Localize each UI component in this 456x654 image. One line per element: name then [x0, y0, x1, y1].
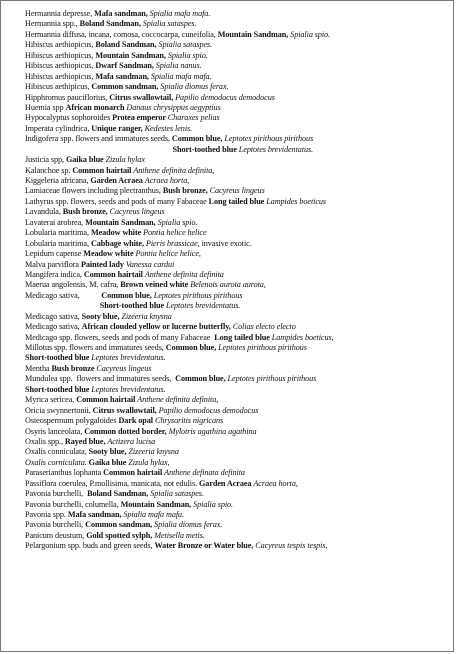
- text-run: Spialia mafa mafa.: [149, 9, 211, 18]
- text-run: Anthene definita definita: [144, 269, 224, 279]
- text-run: Boland Sandman,: [87, 489, 151, 499]
- text-run: Protea emperor: [112, 113, 168, 123]
- text-run: Chrysoritis nigricans: [154, 416, 224, 426]
- text-run: Hermannia depresse,: [25, 9, 95, 18]
- text-run: Bush bronze,: [62, 207, 110, 217]
- text-run: Painted lady: [80, 259, 126, 269]
- text-run: Medicago sativa,: [25, 322, 82, 332]
- text-run: Lathyrus spp. flowers, seeds and pods of many Fabaceae: [25, 196, 209, 206]
- text-run: Pavonia burchelli,: [25, 520, 86, 530]
- text-line: [25, 291, 453, 301]
- text-run: Spialia spio.: [167, 50, 208, 60]
- text-run: Belenois aurota aurota,: [190, 280, 266, 290]
- text-run: Spialia mafa mafa.: [123, 510, 185, 519]
- text-run: Oxalis corniculata.: [25, 457, 89, 467]
- text-run: Colias electo electo: [232, 322, 296, 332]
- text-run: Citrus swallowtail,: [109, 92, 176, 102]
- text-run: Hypocalyptus sophoroides: [25, 113, 113, 123]
- text-run: Lavaterai arobrea,: [25, 217, 86, 227]
- text-run: Hipphromus pauciflorius,: [25, 92, 110, 102]
- text-line: [25, 447, 453, 457]
- text-run: Leptotes pirithous pirithous: [153, 290, 243, 300]
- text-run: Mafa sandman,: [94, 9, 150, 18]
- text-run: Papilio demodocus demodocus: [175, 92, 275, 102]
- text-run: Meadow white: [83, 249, 136, 259]
- text-run: Cabbage white,: [90, 238, 146, 248]
- text-run: Anthene definita definita,: [133, 165, 215, 175]
- text-run: African clouded yellow or lucerne butterfly,: [81, 322, 233, 332]
- text-run: Sooty blue,: [88, 447, 129, 457]
- text-line: [25, 541, 453, 551]
- text-run: Hermannia diffusa, incana, comosa, coccocarpa, cuneifolia,: [25, 29, 218, 39]
- text-line: [25, 406, 453, 416]
- text-run: Oxalis spp.,: [25, 436, 65, 446]
- text-run: Dark opal: [118, 416, 155, 426]
- text-run: Vanessa cardui: [125, 259, 175, 269]
- text-run: Rayed blue,: [64, 436, 108, 446]
- text-run: Mountain Sandman,: [85, 217, 158, 227]
- text-run: Spialia sataspes.: [142, 19, 197, 29]
- text-line: [25, 197, 453, 207]
- text-line: [25, 374, 453, 384]
- text-line: [25, 260, 453, 270]
- text-line: [25, 489, 453, 499]
- text-run: Imperata cylindrica,: [25, 123, 92, 133]
- text-run: Long tailed blue: [208, 196, 267, 206]
- text-run: Metisella metis.: [154, 530, 205, 540]
- text-line: [25, 134, 453, 144]
- text-line: [25, 280, 453, 290]
- text-line: [25, 416, 453, 426]
- text-run: Citrus swallowtail,: [92, 405, 159, 415]
- text-run: Pavonia spp.: [25, 510, 68, 519]
- text-line: [25, 437, 453, 447]
- text-run: Mentha: [25, 363, 52, 373]
- text-run: Dwarf Sandman,: [95, 61, 156, 71]
- text-run: Acraea horta,: [253, 478, 298, 488]
- text-run: Cacyreus lingeus: [109, 207, 165, 217]
- text-run: Common sandman,: [85, 520, 155, 530]
- text-run: Lavandula,: [25, 207, 63, 217]
- text-run: Leptotes brevidentatus.: [91, 353, 166, 363]
- text-run: Zizula hylax: [105, 155, 145, 165]
- text-line: [25, 333, 453, 343]
- text-line: [25, 93, 453, 103]
- text-line: [25, 385, 453, 395]
- text-line: [25, 468, 453, 478]
- text-run: Common hairtail: [103, 468, 165, 478]
- text-run: Kalanchoe sp.: [25, 165, 73, 175]
- text-run: Spialia mafa mafa.: [150, 71, 212, 81]
- text-run: Leptotes brevidentatus.: [91, 384, 166, 394]
- text-run: Justicia spp,: [25, 155, 66, 165]
- text-run: Actizera lucisa: [107, 436, 156, 446]
- text-line: [25, 270, 453, 280]
- text-line: [25, 186, 453, 196]
- text-line: [25, 364, 453, 374]
- text-run: Mountain Sandman,: [120, 499, 194, 509]
- text-run: [25, 145, 173, 154]
- text-run: Myrica sericea,: [25, 395, 77, 405]
- text-run: Pavonia burchelli,: [25, 489, 88, 499]
- text-line: [25, 500, 453, 510]
- text-line: [25, 479, 453, 489]
- text-run: Millotus spp. flowers and immatures seeds,: [25, 343, 166, 352]
- text-run: Sooty blue,: [81, 311, 122, 321]
- text-run: Mundulea spp. flowers and immatures seeds,: [25, 374, 176, 384]
- text-run: Paraserianthus lophanta: [25, 468, 104, 478]
- text-run: Short-toothed blue: [172, 144, 239, 154]
- text-run: Gaika blue: [65, 155, 106, 165]
- text-run: Lobularia maritima,: [25, 238, 91, 248]
- text-run: Common blue,: [175, 374, 228, 384]
- text-run: Hibiscus aethipicus,: [25, 82, 92, 92]
- text-line: [25, 113, 453, 123]
- text-run: Spialia spio.: [290, 29, 331, 39]
- text-run: Gaika blue: [88, 457, 129, 467]
- text-run: Huemia spp: [25, 102, 66, 112]
- text-line: [25, 9, 453, 19]
- text-run: Spialia sataspes.: [158, 40, 213, 50]
- text-run: Gold spotted sylph,: [86, 530, 155, 540]
- text-run: Common sandman,: [91, 82, 161, 92]
- text-run: Lamiaceae flowers including plectranthus,: [25, 186, 163, 196]
- text-line: [25, 176, 453, 186]
- text-line: [25, 239, 453, 249]
- text-line: [25, 103, 453, 113]
- text-run: Medicago sativa,: [25, 311, 82, 321]
- text-run: Common hairtail: [72, 165, 134, 175]
- text-run: Pieris brassicae,: [145, 238, 200, 248]
- text-run: Oxalis conniculata,: [25, 447, 89, 457]
- text-run: Kiggeleria africana,: [25, 176, 91, 185]
- text-run: Mangifera indica,: [25, 269, 84, 279]
- text-line: [25, 40, 453, 50]
- text-run: Water Bronze or Water blue,: [154, 541, 256, 551]
- text-run: Spialia diomus ferax.: [160, 82, 229, 92]
- text-run: Mylotris agathina agathina: [168, 426, 257, 436]
- text-line: [25, 353, 453, 363]
- text-run: Lepidum capense: [25, 249, 84, 259]
- text-line: [25, 228, 453, 238]
- text-run: Oricia swynnertonii,: [25, 405, 93, 415]
- text-run: Spialia spio.: [157, 217, 198, 227]
- text-line: [25, 427, 453, 437]
- text-run: Hibiscus aethiopicus,: [25, 50, 96, 60]
- text-run: invasive exotic.: [199, 238, 252, 248]
- text-line: [25, 155, 453, 165]
- text-run: Anthene definata definita: [164, 468, 245, 478]
- text-line: [25, 531, 453, 541]
- text-run: Bush bronze,: [162, 186, 210, 196]
- text-line: [25, 61, 453, 71]
- text-run: Common hairtail: [83, 269, 145, 279]
- text-run: Common dotted border,: [84, 426, 169, 436]
- text-line: [25, 207, 453, 217]
- text-run: Osteospermum polygaloides: [25, 416, 119, 426]
- text-run: Mafa sandman,: [95, 71, 151, 81]
- text-run: Medicago sativa,: [25, 290, 102, 300]
- text-run: Maerua angolensis, M. cafra,: [25, 280, 121, 290]
- text-run: Leptotes pirithous pirithous: [218, 343, 307, 352]
- text-run: Pontia helice helice: [143, 228, 207, 238]
- text-run: Mountain Sandman,: [217, 29, 291, 39]
- text-line: [25, 218, 453, 228]
- text-run: Hibiscus aethiopicus,: [25, 61, 96, 71]
- text-run: Zizeeria knysna: [121, 311, 172, 321]
- text-line: [25, 395, 453, 405]
- text-run: Zizula hylax,: [128, 457, 170, 467]
- text-line: [25, 458, 453, 468]
- text-run: Common hairtail: [76, 395, 138, 405]
- text-line: [25, 322, 453, 332]
- text-run: Spialia sataspes.: [150, 489, 204, 499]
- text-run: Unique ranger,: [91, 123, 145, 133]
- text-run: Anthene definita definita,: [137, 395, 219, 405]
- text-run: Hermannia spp.,: [25, 19, 80, 29]
- text-line: [25, 312, 453, 322]
- text-run: Common blue,: [101, 290, 154, 300]
- text-run: Brown veined white: [120, 280, 191, 290]
- text-run: Mafa sandman,: [67, 510, 124, 519]
- text-run: [25, 301, 100, 310]
- text-run: Zizeeria knysna: [128, 447, 179, 457]
- text-line: [25, 166, 453, 176]
- text-line: [25, 51, 453, 61]
- text-run: Mountain Sandman,: [95, 50, 168, 60]
- text-run: Meadow white: [90, 228, 144, 238]
- text-line: [25, 30, 453, 40]
- text-run: Danaus chrysippus aegyptius: [126, 102, 221, 112]
- text-run: Spialia spio.: [193, 499, 234, 509]
- text-run: Papilio demodocus demodocus: [158, 405, 259, 415]
- text-line: [25, 19, 453, 29]
- text-run: Panicum deustum,: [25, 530, 87, 540]
- text-run: Charaxes pelias: [167, 113, 220, 123]
- text-run: Lobularia maritima,: [25, 228, 91, 238]
- text-run: Boland Sandman,: [95, 40, 159, 50]
- text-run: Osyris lanceolata,: [25, 426, 85, 436]
- text-run: Common blue,: [165, 343, 219, 352]
- text-run: Spialia diomus ferax.: [154, 520, 223, 530]
- text-run: Pontia helice helice,: [135, 249, 201, 259]
- text-run: Medicago spp. flowers, seeds and pods of many Fabaceae: [25, 332, 215, 342]
- text-run: Passiflora coerulea, P.mollisima, manicata, not edulis.: [25, 478, 200, 488]
- text-line: [25, 124, 453, 134]
- text-run: Pelargonium spp. buds and green seeds,: [25, 541, 155, 551]
- text-run: Hibiscus aethiopicus,: [25, 71, 96, 81]
- text-line: [25, 82, 453, 92]
- text-run: Bush bronze: [51, 363, 97, 373]
- text-run: Short-toothed blue: [99, 301, 167, 311]
- text-run: Hibiscus aethiopicus,: [25, 40, 96, 50]
- text-run: Common blue,: [171, 134, 225, 144]
- text-run: Lampides boeticus,: [271, 332, 334, 342]
- text-line: [25, 72, 453, 82]
- text-run: Cacyreus lingeus: [96, 363, 152, 373]
- text-line: [25, 249, 453, 259]
- text-line: [25, 510, 453, 520]
- text-run: Kedestes lenis.: [144, 123, 193, 133]
- text-run: Leptotes brevidentatus.: [238, 144, 314, 154]
- text-run: Lampides boeticus: [266, 196, 327, 206]
- text-run: Garden Acraea: [90, 176, 145, 185]
- text-run: Cacyreus lingeus: [209, 186, 265, 196]
- text-run: Short-toothed blue: [25, 353, 92, 363]
- text-run: Leptotes brevidentatus.: [166, 301, 241, 311]
- text-run: Leptotes pirithous pirithous: [227, 374, 317, 384]
- text-run: Cacyreus tespis tespis,: [255, 541, 328, 551]
- text-line: [25, 343, 453, 353]
- text-line: [25, 520, 453, 530]
- text-line: [25, 145, 453, 155]
- text-run: Long tailed blue: [214, 332, 272, 342]
- text-line: [25, 301, 453, 311]
- text-run: Short-toothed blue: [25, 384, 92, 394]
- text-run: Boland Sandman,: [79, 19, 143, 29]
- text-run: Malva parviflora: [25, 259, 81, 269]
- text-run: African monarch: [65, 102, 127, 112]
- text-run: Spialia nanus.: [155, 61, 202, 71]
- text-run: Acraea horta,: [144, 176, 190, 185]
- text-run: Garden Acraea: [199, 478, 254, 488]
- text-run: Indigofera spp. flowers and immatures seeds,: [25, 134, 172, 144]
- text-run: Pavonia burchelli, columella,: [25, 499, 121, 509]
- text-run: Leptotes pirithous pirithous: [224, 134, 314, 144]
